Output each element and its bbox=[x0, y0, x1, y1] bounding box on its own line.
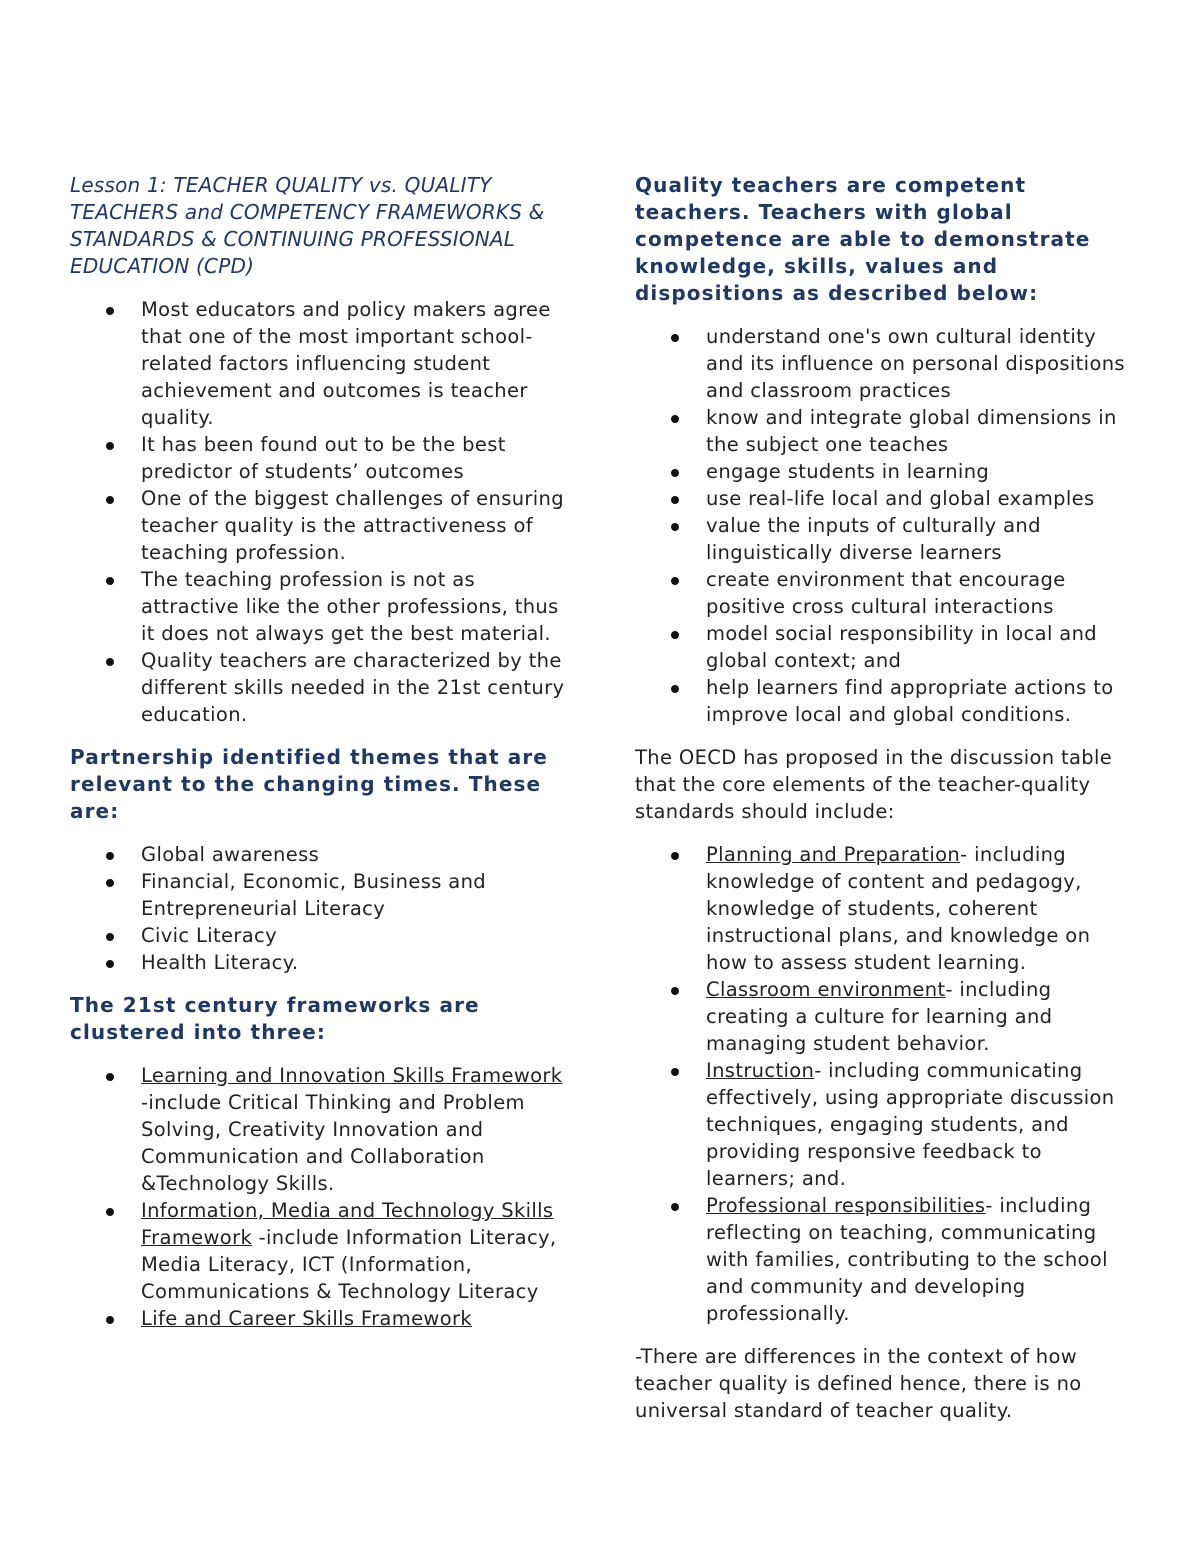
bullet-icon bbox=[671, 1068, 679, 1076]
lesson-title: Lesson 1: TEACHER QUALITY vs. QUALITY TEACHERS and COMPETENCY FRAMEWORKS & STANDARDS & CONTINUING PROFESSIONAL EDUCATION (CPD) bbox=[70, 173, 545, 278]
list-item: know and integrate global dimensions in the subject one teaches bbox=[635, 404, 1135, 458]
framework-name: Information, Media and Technology Skills Framework bbox=[141, 1199, 554, 1249]
bullet-icon bbox=[106, 1073, 114, 1081]
bullet-icon bbox=[106, 1208, 114, 1216]
framework-desc: -include Critical Thinking and Problem Solving, Creativity Innovation and Communication and Collaboration &Technology Skills. bbox=[141, 1091, 525, 1195]
oecd-paragraph: The OECD has proposed in the discussion table that the core elements of the teacher-quality standards should include: bbox=[635, 746, 1113, 823]
list-item: value the inputs of culturally and linguistically diverse learners bbox=[635, 512, 1135, 566]
standard-name: Planning and Preparation bbox=[706, 843, 961, 866]
framework-name: Learning and Innovation Skills Framework bbox=[141, 1064, 563, 1087]
bullet-icon bbox=[671, 334, 679, 342]
frameworks-heading: The 21st century frameworks are clustered into three: bbox=[70, 993, 480, 1044]
standards-list bbox=[635, 841, 1135, 1327]
list-item bbox=[70, 1062, 570, 1197]
bullet-icon bbox=[106, 852, 114, 860]
bullet-icon bbox=[671, 577, 679, 585]
list-item: use real-life local and global examples bbox=[635, 485, 1135, 512]
list-item: Civic Literacy bbox=[70, 922, 570, 949]
list-item: understand one's own cultural identity and its influence on personal dispositions and classroom practices bbox=[635, 323, 1135, 404]
bullet-icon bbox=[106, 496, 114, 504]
bullet-icon bbox=[671, 496, 679, 504]
list-item: create environment that encourage positive cross cultural interactions bbox=[635, 566, 1135, 620]
list-item: One of the biggest challenges of ensuring teacher quality is the attractiveness of teaching profession. bbox=[70, 485, 570, 566]
themes-list bbox=[70, 841, 570, 976]
list-item: Health Literacy. bbox=[70, 949, 570, 976]
standard-name: Classroom environment bbox=[706, 978, 946, 1001]
closing-paragraph: -There are differences in the context of how teacher quality is defined hence, there is no universal standard of teacher quality. bbox=[635, 1345, 1082, 1422]
standard-desc: - including knowledge of content and pedagogy, knowledge of students, coherent instructional plans, and knowledge on how to assess student learning. bbox=[706, 843, 1091, 974]
bullet-icon bbox=[106, 577, 114, 585]
list-item: Most educators and policy makers agree that one of the most important school-related factors influencing student achievement and outcomes is teacher quality. bbox=[70, 296, 570, 431]
bullet-icon bbox=[106, 960, 114, 968]
list-item: Financial, Economic, Business and Entrepreneurial Literacy bbox=[70, 868, 570, 922]
bullet-icon bbox=[106, 442, 114, 450]
list-item: Quality teachers are characterized by the different skills needed in the 21st century education. bbox=[70, 647, 570, 728]
competence-heading: Quality teachers are competent teachers. Teachers with global competence are able to demonstrate knowledge, skills, values and dispositions as described below: bbox=[635, 173, 1091, 305]
framework-name: Life and Career Skills Framework bbox=[141, 1307, 473, 1330]
competences-list bbox=[635, 323, 1135, 728]
bullet-icon bbox=[671, 852, 679, 860]
frameworks-list bbox=[70, 1062, 570, 1332]
list-item: engage students in learning bbox=[635, 458, 1135, 485]
bullet-icon bbox=[671, 415, 679, 423]
list-item bbox=[635, 976, 1135, 1057]
standard-name: Instruction bbox=[706, 1059, 815, 1082]
left-column bbox=[70, 172, 570, 1348]
intro-bullet-list bbox=[70, 296, 570, 728]
list-item bbox=[635, 841, 1135, 976]
list-item: The teaching profession is not as attractive like the other professions, thus it does not always get the best material. bbox=[70, 566, 570, 647]
bullet-icon bbox=[106, 879, 114, 887]
standard-desc: - including reflecting on teaching, communicating with families, contributing to the school and community and developing professionally. bbox=[706, 1194, 1108, 1325]
standard-name: Professional responsibilities bbox=[706, 1194, 986, 1217]
standard-desc: - including creating a culture for learning and managing student behavior. bbox=[706, 978, 1053, 1055]
bullet-icon bbox=[671, 1203, 679, 1211]
list-item bbox=[70, 1197, 570, 1305]
themes-heading: Partnership identified themes that are relevant to the changing times. These are: bbox=[70, 745, 548, 823]
bullet-icon bbox=[671, 987, 679, 995]
list-item: It has been found out to be the best predictor of students’ outcomes bbox=[70, 431, 570, 485]
list-item: help learners find appropriate actions to improve local and global conditions. bbox=[635, 674, 1135, 728]
bullet-icon bbox=[671, 685, 679, 693]
bullet-icon bbox=[671, 631, 679, 639]
list-item: Global awareness bbox=[70, 841, 570, 868]
bullet-icon bbox=[106, 658, 114, 666]
bullet-icon bbox=[671, 469, 679, 477]
list-item bbox=[635, 1192, 1135, 1327]
bullet-icon bbox=[106, 933, 114, 941]
bullet-icon bbox=[106, 1316, 114, 1324]
list-item: model social responsibility in local and global context; and bbox=[635, 620, 1135, 674]
right-column bbox=[635, 172, 1135, 1440]
bullet-icon bbox=[106, 307, 114, 315]
list-item bbox=[635, 1057, 1135, 1192]
standard-desc: - including communicating effectively, using appropriate discussion techniques, engaging students, and providing responsive feedback to learners; and. bbox=[706, 1059, 1115, 1190]
framework-desc: -include Information Literacy, Media Literacy, ICT (Information, Communications & Technology Literacy bbox=[141, 1226, 557, 1303]
list-item bbox=[70, 1305, 570, 1332]
bullet-icon bbox=[671, 523, 679, 531]
